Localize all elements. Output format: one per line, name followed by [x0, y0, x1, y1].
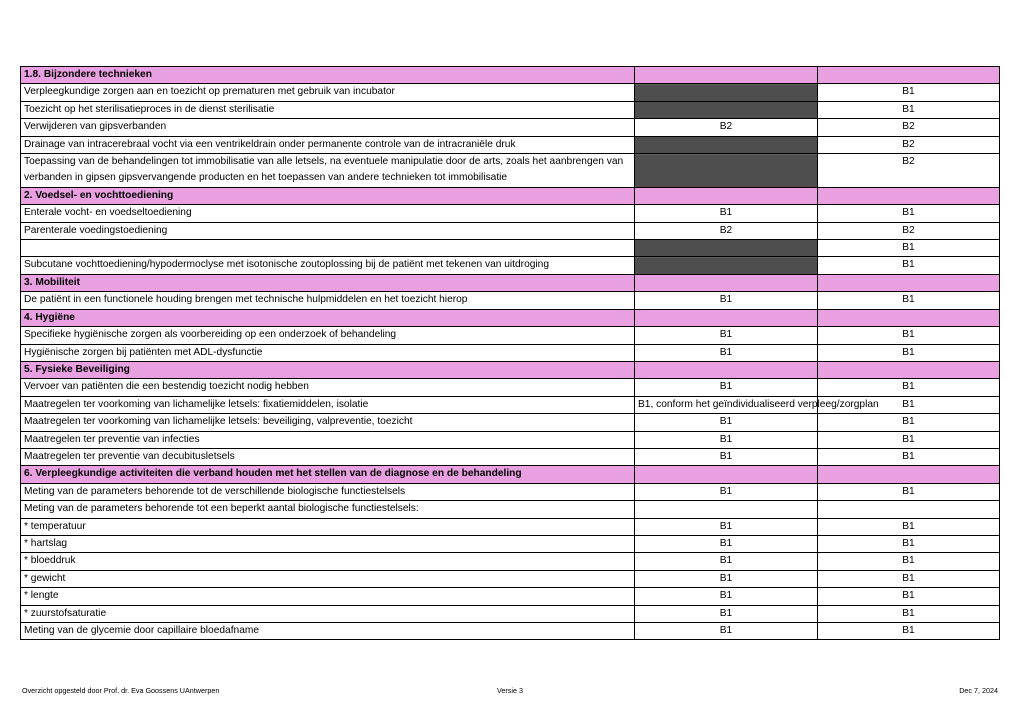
level-cell-col3: B2	[818, 119, 1000, 136]
section-header-row	[21, 466, 1000, 483]
level-cell-col2	[635, 187, 818, 204]
level-cell-col3: B1	[818, 205, 1000, 222]
table-row	[21, 344, 1000, 361]
level-cell-col3	[818, 274, 1000, 291]
row-description: Enterale vocht- en voedseltoediening	[21, 205, 635, 222]
level-cell-col3	[818, 466, 1000, 483]
shaded-cell	[635, 154, 818, 188]
level-cell-col2: B1	[635, 414, 818, 431]
row-description: Meting van de glycemie door capillaire bloedafname	[21, 623, 635, 640]
level-cell-col3	[818, 309, 1000, 326]
table-row	[21, 327, 1000, 344]
shaded-cell	[635, 101, 818, 118]
row-description: * gewicht	[21, 570, 635, 587]
section-title: 1.8. Bijzondere technieken	[21, 67, 635, 84]
shaded-cell	[635, 240, 818, 257]
row-description: Maatregelen ter voorkoming van lichamelijke letsels: fixatiemiddelen, isolatie	[21, 396, 635, 413]
level-cell-col3: B1	[818, 101, 1000, 118]
section-title: 6. Verpleegkundige activiteiten die verband houden met het stellen van de diagnose en de behandeling	[21, 466, 635, 483]
section-header-row	[21, 274, 1000, 291]
row-description: Toepassing van de behandelingen tot immobilisatie van alle letsels, na eventuele manipulatie door de arts, zoals het aanbrengen van verbanden in gipsen gipsvervangende producten en het toepassen van andere technieken tot immobilisatie	[21, 154, 635, 188]
section-header-row	[21, 361, 1000, 378]
shaded-cell	[635, 257, 818, 274]
row-description	[21, 240, 635, 257]
level-cell-col3: B1	[818, 605, 1000, 622]
level-cell-col3	[818, 361, 1000, 378]
level-cell-col2: B1	[635, 448, 818, 465]
table-row	[21, 205, 1000, 222]
level-cell-col3: B1	[818, 327, 1000, 344]
section-title: 4. Hygiëne	[21, 309, 635, 326]
row-description: Verwijderen van gipsverbanden	[21, 119, 635, 136]
level-cell-col2: B1	[635, 344, 818, 361]
row-description: De patiënt in een functionele houding brengen met technische hulpmiddelen en het toezicht hierop	[21, 292, 635, 309]
table-row	[21, 222, 1000, 239]
row-description: Toezicht op het sterilisatieproces in de dienst sterilisatie	[21, 101, 635, 118]
row-description: Meting van de parameters behorende tot de verschillende biologische functiestelsels	[21, 483, 635, 500]
level-cell-col3	[818, 501, 1000, 518]
level-cell-col2: B1	[635, 623, 818, 640]
row-description: Subcutane vochttoediening/hypodermoclyse met isotonische zoutoplossing bij de patiënt met tekenen van uitdroging	[21, 257, 635, 274]
table-row	[21, 396, 1000, 413]
table-row	[21, 518, 1000, 535]
row-description: Specifieke hygiënische zorgen als voorbereiding op een onderzoek of behandeling	[21, 327, 635, 344]
table-row	[21, 570, 1000, 587]
level-cell-col2: B2	[635, 119, 818, 136]
level-cell-col2: B1	[635, 431, 818, 448]
row-description: Maatregelen ter preventie van infecties	[21, 431, 635, 448]
footer-date: Dec 7, 2024	[959, 686, 998, 695]
table-row	[21, 483, 1000, 500]
table-row	[21, 136, 1000, 153]
table-row	[21, 431, 1000, 448]
section-header-row	[21, 67, 1000, 84]
table-row	[21, 257, 1000, 274]
level-cell-col2: B1	[635, 518, 818, 535]
level-cell-col2: B2	[635, 222, 818, 239]
level-cell-col3: B1	[818, 84, 1000, 101]
table-row	[21, 101, 1000, 118]
level-cell-col3	[818, 187, 1000, 204]
table-row	[21, 414, 1000, 431]
section-title: 3. Mobiliteit	[21, 274, 635, 291]
level-cell-col3: B1	[818, 292, 1000, 309]
shaded-cell	[635, 84, 818, 101]
table-row	[21, 379, 1000, 396]
row-description: * bloeddruk	[21, 553, 635, 570]
level-cell-col3: B1	[818, 588, 1000, 605]
level-cell-col2	[635, 361, 818, 378]
footer-version: Versie 3	[497, 686, 523, 695]
section-header-row	[21, 309, 1000, 326]
row-description: * lengte	[21, 588, 635, 605]
level-cell-col3: B1	[818, 448, 1000, 465]
footer-author: Overzicht opgesteld door Prof. dr. Eva Goossens UAntwerpen	[22, 686, 220, 695]
row-description: Drainage van intracerebraal vocht via een ventrikeldrain onder permanente controle van de intracraniële druk	[21, 136, 635, 153]
level-cell-col3: B2	[818, 136, 1000, 153]
table-row	[21, 84, 1000, 101]
level-cell-col2: B1	[635, 292, 818, 309]
table-row	[21, 292, 1000, 309]
level-cell-col3: B2	[818, 154, 1000, 188]
level-cell-col3: B1	[818, 240, 1000, 257]
table-row	[21, 501, 1000, 518]
level-cell-col3: B1	[818, 518, 1000, 535]
level-cell-col2	[635, 67, 818, 84]
level-cell-col3: B1	[818, 257, 1000, 274]
level-cell-col2: B1	[635, 483, 818, 500]
table-body	[21, 67, 1000, 640]
row-description: Maatregelen ter voorkoming van lichamelijke letsels: beveiliging, valpreventie, toezicht	[21, 414, 635, 431]
table-row	[21, 588, 1000, 605]
table-row	[21, 119, 1000, 136]
level-cell-col3: B1	[818, 379, 1000, 396]
level-cell-col3	[818, 67, 1000, 84]
shaded-cell	[635, 136, 818, 153]
level-cell-col2: B1	[635, 205, 818, 222]
row-description: Verpleegkundige zorgen aan en toezicht op prematuren met gebruik van incubator	[21, 84, 635, 101]
level-cell-col2	[635, 501, 818, 518]
row-description: Meting van de parameters behorende tot een beperkt aantal biologische functiestelsels:	[21, 501, 635, 518]
row-description: Vervoer van patiënten die een bestendig toezicht nodig hebben	[21, 379, 635, 396]
level-cell-col2	[635, 466, 818, 483]
level-cell-col3: B1	[818, 483, 1000, 500]
table-row	[21, 154, 1000, 188]
row-description: Hygiënische zorgen bij patiënten met ADL-dysfunctie	[21, 344, 635, 361]
section-header-row	[21, 187, 1000, 204]
level-cell-col3: B1	[818, 570, 1000, 587]
level-cell-col3: B2	[818, 222, 1000, 239]
level-cell-col3: B1	[818, 553, 1000, 570]
level-cell-col3: B1	[818, 623, 1000, 640]
level-cell-col3: B1	[818, 431, 1000, 448]
level-cell-col2	[635, 274, 818, 291]
table-row	[21, 240, 1000, 257]
table-row	[21, 605, 1000, 622]
row-description: Maatregelen ter preventie van decubitusletsels	[21, 448, 635, 465]
level-cell-col3: B1	[818, 396, 1000, 413]
competency-table	[20, 66, 1000, 640]
level-cell-col2: B1	[635, 605, 818, 622]
level-cell-col2: B1	[635, 535, 818, 552]
row-description: Parenterale voedingstoediening	[21, 222, 635, 239]
section-title: 5. Fysieke Beveiliging	[21, 361, 635, 378]
level-cell-col2: B1, conform het geïndividualiseerd verpleeg/zorgplan	[635, 396, 818, 413]
level-cell-col2: B1	[635, 570, 818, 587]
level-cell-col2: B1	[635, 327, 818, 344]
level-cell-col3: B1	[818, 535, 1000, 552]
level-cell-col2: B1	[635, 588, 818, 605]
table-row	[21, 535, 1000, 552]
row-description: * temperatuur	[21, 518, 635, 535]
table-row	[21, 553, 1000, 570]
level-cell-col2: B1	[635, 553, 818, 570]
level-cell-col2: B1	[635, 379, 818, 396]
level-cell-col3: B1	[818, 414, 1000, 431]
table-row	[21, 623, 1000, 640]
table-row	[21, 448, 1000, 465]
level-cell-col2	[635, 309, 818, 326]
section-title: 2. Voedsel- en vochttoediening	[21, 187, 635, 204]
row-description: * hartslag	[21, 535, 635, 552]
row-description: * zuurstofsaturatie	[21, 605, 635, 622]
level-cell-col3: B1	[818, 344, 1000, 361]
